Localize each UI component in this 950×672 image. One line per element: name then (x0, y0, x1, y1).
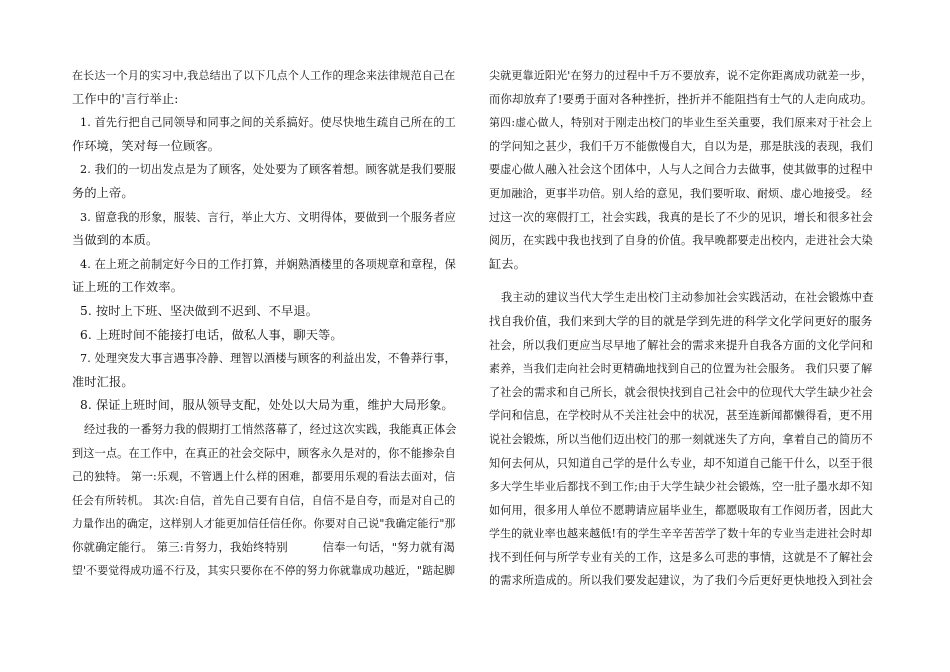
text-line: 学问和信息，在学校时从不关注社会中的状况，甚至连新闻都懒得看，更不用 (489, 409, 873, 423)
text-line: 过这一次的寒假打工，社会实践，我真的是长了不少的见识，增长和很多社会 (489, 210, 873, 224)
text-line: 如何用，很多用人单位不愿聘请应届毕业生，都愿吸取有工作阅历者，因此大 (489, 503, 873, 517)
paragraph-gap (489, 276, 874, 286)
text-line: 说社会锻炼，所以当他们迈出校门的那一刻就迷失了方向，拿着自己的简历不 (489, 432, 873, 446)
list-item-8: 8. 保证上班时间，服从领导支配，处处以大局为重，维护大局形象。 (80, 398, 454, 413)
paragraph-start: 我主动的建议当代大学生走出校门主动参加社会实践活动，在社会锻炼中查 (501, 291, 874, 305)
text-line: 尖就更靠近阳光'在努力的过程中千万不要放弃，说不定你距离成功就差一步， (489, 69, 873, 82)
list-item-3: 3. 留意我的形象，服装、言行，举止大方、文明得体，要做到一个服务者应 (80, 210, 456, 224)
text-line: 你就确定能行。 第三:肯努力，我始终特别 信奉一句话，"努力就有渴 (72, 539, 455, 554)
list-item-5: 5. 按时上下班、坚决做到不迟到、不早退。 (80, 303, 319, 318)
text-line: 要虚心做人融入社会这个团体中，人与人之间合力去做事，使其做事的过程中 (489, 163, 873, 177)
list-item-6: 6. 上班时间不能接打电话，做私人事，聊天等。 (80, 327, 343, 342)
text-line: 作环境，笑对每一位顾客。 (72, 138, 221, 153)
list-item-4: 4. 在上班之前制定好今日的工作打算，并娴熟酒楼里的各项规章和章程，保 (80, 257, 456, 271)
text-line: 而你却放弃了!要勇于面对各种挫折，挫折并不能阻挡有士气的人走向成功。 (489, 91, 873, 106)
text-line: 准时汇报。 (72, 374, 134, 389)
text-line: 了社会的需求和自己所长，就会很快找到自己社会中的位现代大学生缺少社会 (489, 385, 873, 399)
text-line: 的学问知之甚少，我们千万不能傲慢自大，自以为是，那是肤浅的表现，我们 (489, 139, 873, 153)
text-line: 知何去何从，只知道自己学的是什么专业，却不知道自己能干什么，以至于很 (489, 456, 873, 470)
text-line: 到这一点。在工作中，在真正的社会交际中，顾客永久是对的，你不能掺杂自 (72, 446, 456, 460)
text-line: 务的上帝。 (72, 185, 134, 200)
text-line: 缸去。 (489, 256, 527, 271)
text-line: 力量作出的确定，这样别人才能更加信任信任你。你要对自己说"我确定能行"那 (72, 517, 456, 531)
list-item-2: 2. 我们的一切出发点是为了顾客，处处要为了顾客着想。顾客就是我们要服 (80, 163, 456, 177)
text-line: 多大学生毕业后都找不到工作;由于大学生缺少社会锻炼，空一肚子墨水却不知 (489, 480, 873, 494)
text-line: 证上班的工作效率。 (72, 280, 184, 295)
text-line: 任会有所转机。 其次:自信，首先自己要有自信，自信不是自夸，而是对自己的 (72, 493, 456, 507)
paragraph-start: 经过我的一番努力我的假期打工悄然落幕了，经过这次实践，我能真正体会 (84, 422, 457, 436)
text-line: 找不到任何与所学专业有关的工作，这是多么可悲的事情，这就是不了解社会 (489, 550, 873, 564)
text-line: 素养，当我们走向社会时更精确地找到自己的位置为社会服务。 我们只要了解 (489, 362, 873, 376)
list-item-7: 7. 处理突发大事言遇事冷静、理智以酒楼与顾客的利益出发，不鲁莽行事， (80, 352, 456, 366)
text-line: 在长达一个月的实习中,我总结出了以下几点个人工作的理念来法律规范自己在 (72, 69, 456, 82)
text-line: 望'不要觉得成功遥不行及，其实只要你在不停的努力你就靠成功越近，"踮起脚 (72, 564, 456, 578)
text-line: 学生的就业率也越来越低!有的学生辛辛苦苦学了数十年的专业当走进社会时却 (489, 527, 873, 541)
text-line: 当做到的本质。 (72, 233, 159, 248)
text-line: 己的独特。 第一:乐观，不管遇上什么样的困难，都要用乐观的看法去面对，信 (72, 470, 456, 484)
text-line: 社会，所以我们更应当尽早地了解社会的需求来提升自我各方面的文化学问和 (489, 338, 873, 352)
left-text-column (72, 64, 457, 583)
text-line: 工作中的'言行举止: (72, 91, 179, 106)
text-line: 更加融洽，更事半功倍。别人给的意见，我们要听取、耐烦、虚心地接受。 经 (489, 186, 873, 200)
text-line: 找自我价值，我们来到大学的目的就是学到先进的科学文化学问更好的服务 (489, 313, 873, 328)
list-item-1: 1. 首先行把自己同领导和同事之间的关系搞好。使尽快地生疏自己所在的工 (80, 116, 456, 130)
text-line: 第四:虚心做人，特别对于刚走出校门的毕业生至关重要，我们原来对于社会上 (489, 116, 873, 130)
text-line: 的需求所造成的。所以我们要发起建议，为了我们今后更好更快地投入到社会 (489, 574, 873, 588)
text-line: 阅历，在实践中我也找到了自身的价值。我早晚都要走出校内，走进社会大染 (489, 234, 873, 248)
right-text-column (489, 64, 874, 593)
